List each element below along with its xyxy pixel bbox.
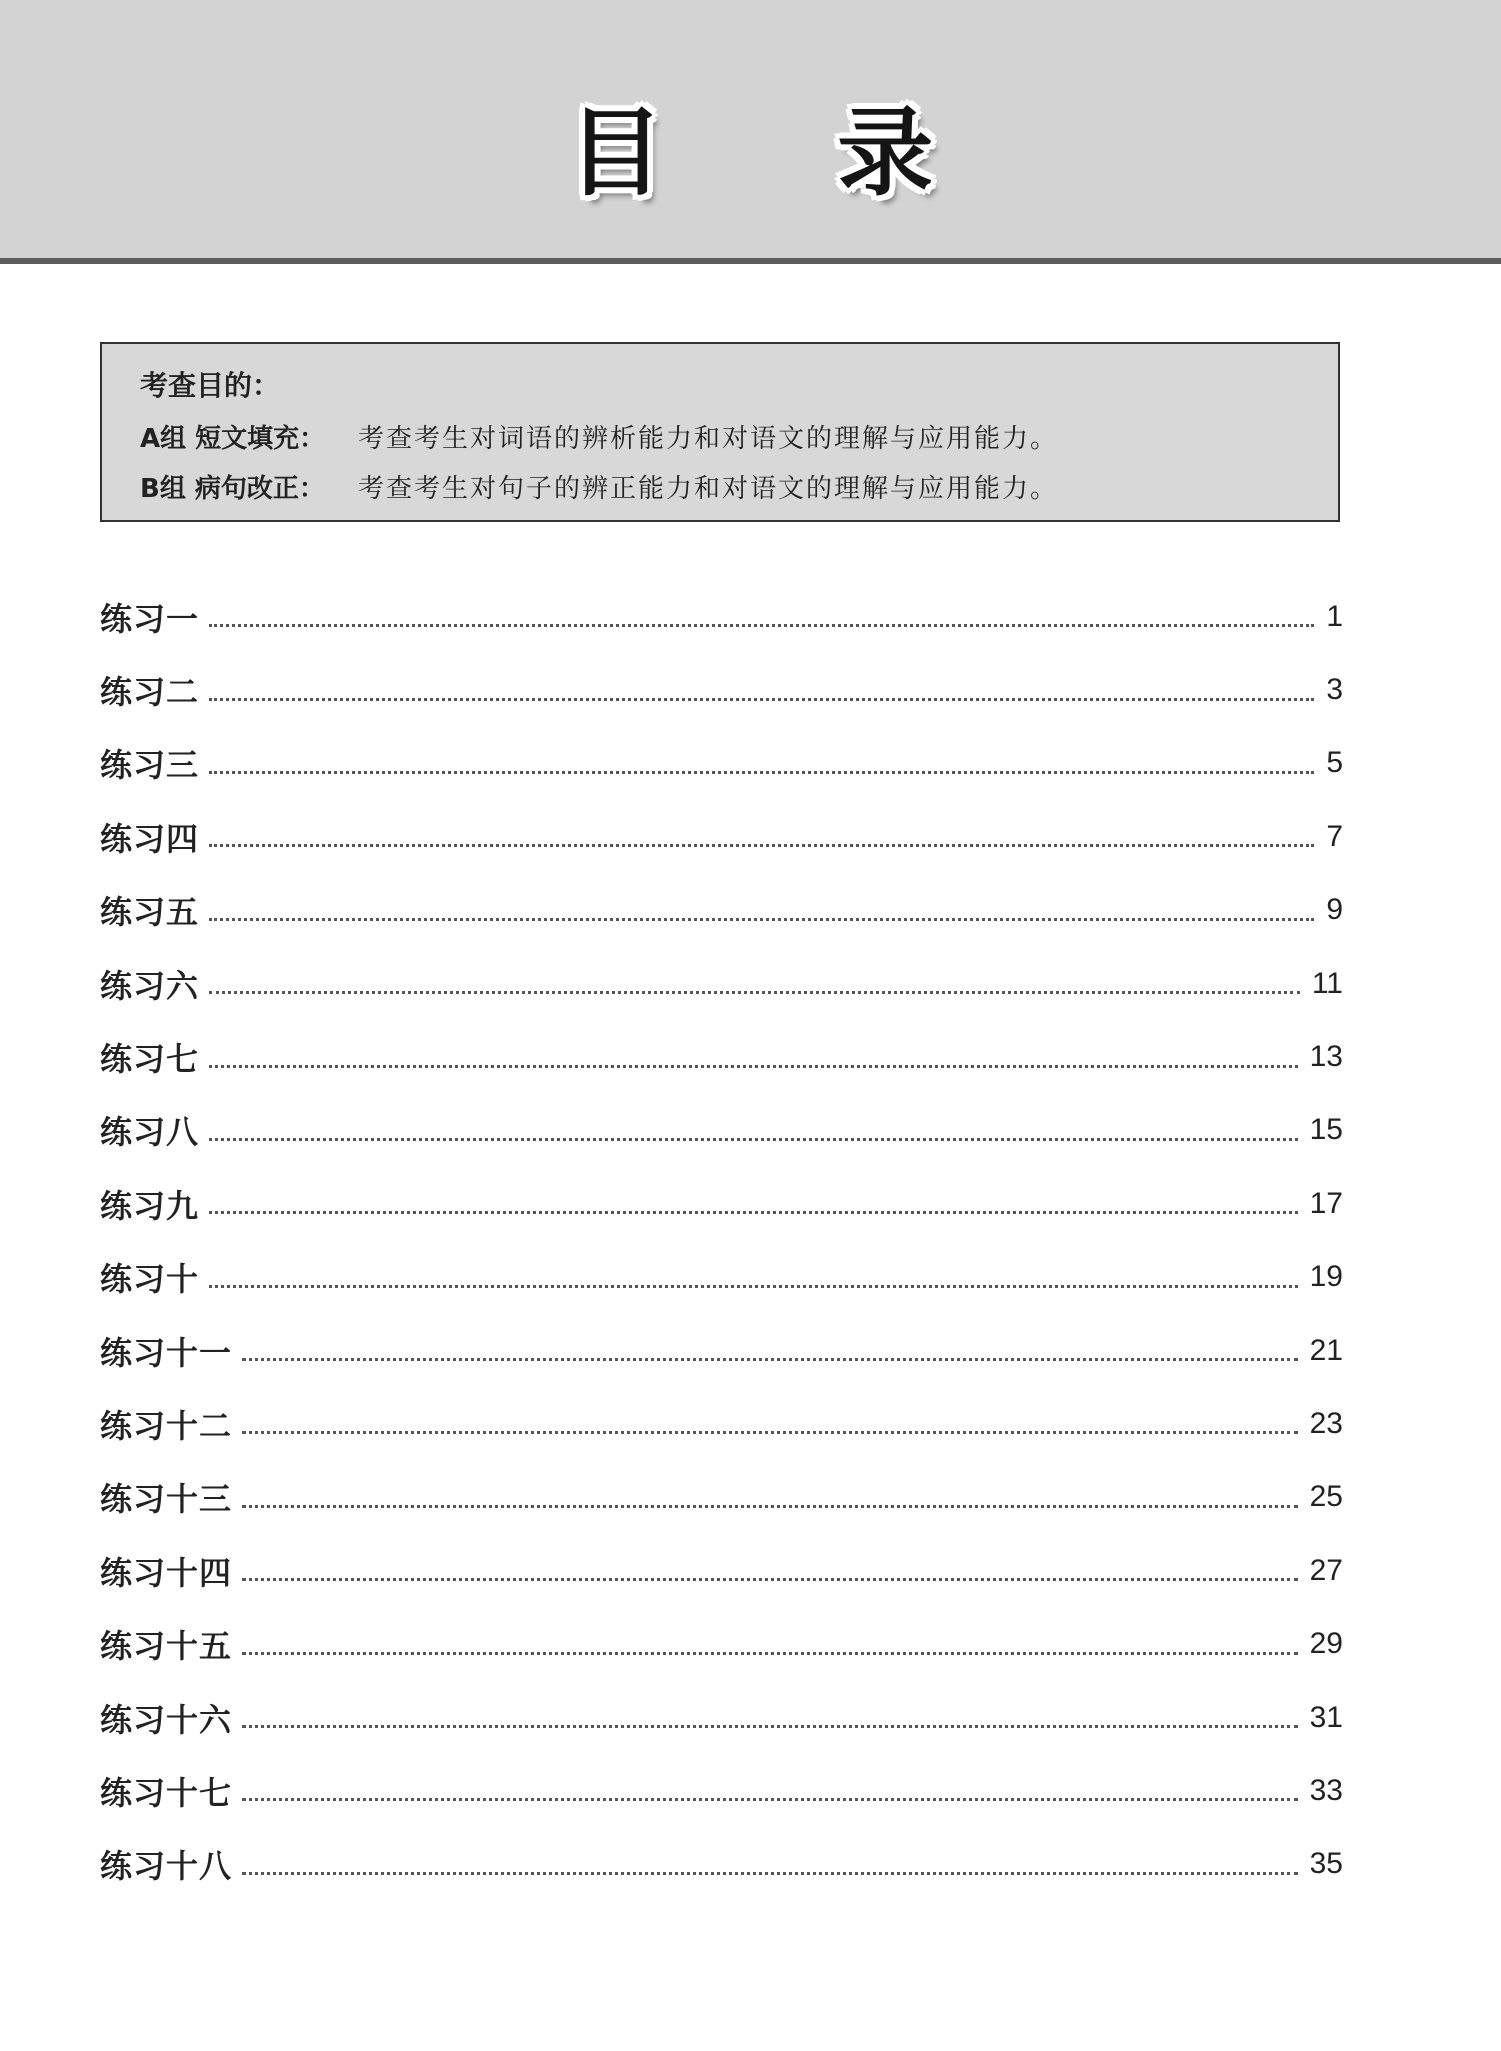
toc-entry-page: 17: [1309, 1186, 1343, 1220]
toc-entry-page: 23: [1309, 1406, 1343, 1440]
toc-entry-label: 练习十: [100, 1260, 200, 1299]
toc-entry[interactable]: [100, 800, 1343, 873]
toc-entry-label: 练习十二: [100, 1406, 233, 1445]
toc-entry-page: 15: [1309, 1113, 1343, 1147]
toc-leader-dots: [209, 1285, 1298, 1288]
toc-leader-dots: [209, 624, 1314, 627]
toc-leader-dots: [242, 1578, 1298, 1581]
toc-entry[interactable]: [100, 1094, 1343, 1167]
toc-entry[interactable]: [100, 874, 1343, 947]
toc-entry-page: 7: [1326, 819, 1343, 853]
toc-entry[interactable]: [100, 653, 1343, 726]
toc-entry[interactable]: [100, 1607, 1343, 1680]
toc-entry-page: 11: [1311, 966, 1343, 1000]
toc-leader-dots: [209, 1065, 1298, 1068]
toc-leader-dots: [209, 844, 1314, 847]
toc-leader-dots: [242, 1798, 1298, 1801]
toc-entry-label: 练习一: [100, 599, 200, 638]
toc-entry-page: 31: [1309, 1700, 1343, 1734]
toc-entry-page: 29: [1309, 1627, 1343, 1661]
toc-entry[interactable]: [100, 1681, 1343, 1754]
toc-entry-page: 21: [1309, 1333, 1343, 1367]
toc-entry[interactable]: [100, 580, 1343, 653]
toc-entry-page: 19: [1309, 1260, 1343, 1294]
toc-entry[interactable]: [100, 1314, 1343, 1387]
toc-leader-dots: [209, 771, 1314, 774]
toc-entry-page: 5: [1326, 746, 1343, 780]
toc-leader-dots: [209, 991, 1300, 994]
toc-leader-dots: [209, 1211, 1298, 1214]
toc-leader-dots: [242, 1431, 1298, 1434]
toc-entry[interactable]: [100, 1387, 1343, 1460]
toc-entry[interactable]: [100, 1167, 1343, 1240]
toc-entry-label: 练习十三: [100, 1480, 233, 1519]
toc-entry[interactable]: [100, 1754, 1343, 1827]
toc-leader-dots: [242, 1872, 1298, 1875]
toc-leader-dots: [242, 1652, 1298, 1655]
toc-entry-label: 练习七: [100, 1040, 200, 1079]
group-a-description: 考查考生对词语的辨析能力和对语文的理解与应用能力。: [358, 424, 1059, 454]
toc-entry-label: 练习十六: [100, 1700, 233, 1739]
toc-entry[interactable]: [100, 727, 1343, 800]
toc-entry-page: 35: [1309, 1847, 1343, 1881]
toc-entry-page: 27: [1309, 1553, 1343, 1587]
toc-entry[interactable]: [100, 1241, 1343, 1314]
toc-entry-label: 练习五: [100, 893, 200, 932]
purpose-box: [100, 342, 1340, 522]
toc-entry-page: 1: [1326, 599, 1343, 633]
toc-leader-dots: [209, 918, 1314, 921]
toc-leader-dots: [209, 698, 1314, 701]
toc-entry-label: 练习六: [100, 966, 200, 1005]
toc-leader-dots: [209, 1138, 1298, 1141]
toc-entry[interactable]: [100, 1020, 1343, 1093]
toc-entry[interactable]: [100, 1534, 1343, 1607]
toc-entry[interactable]: [100, 1828, 1343, 1901]
toc-entry-page: 9: [1326, 893, 1343, 927]
toc-leader-dots: [242, 1358, 1298, 1361]
toc-leader-dots: [242, 1505, 1298, 1508]
group-b-label: B组 病句改正：: [140, 474, 325, 504]
toc-entry-label: 练习八: [100, 1113, 200, 1152]
toc-entry-page: 3: [1326, 673, 1343, 707]
purpose-group-b: [140, 468, 1058, 505]
table-of-contents: [100, 580, 1343, 1901]
toc-entry[interactable]: [100, 1461, 1343, 1534]
toc-leader-dots: [242, 1725, 1298, 1728]
toc-entry[interactable]: [100, 947, 1343, 1020]
toc-entry-page: 13: [1309, 1040, 1343, 1074]
toc-entry-label: 练习十四: [100, 1553, 233, 1592]
toc-entry-label: 练习二: [100, 673, 200, 712]
toc-entry-label: 练习十一: [100, 1333, 233, 1372]
toc-entry-label: 练习十五: [100, 1627, 233, 1666]
page-title: 目 录: [567, 96, 1004, 209]
toc-entry-label: 练习三: [100, 746, 200, 785]
group-b-description: 考查考生对句子的辨正能力和对语文的理解与应用能力。: [358, 474, 1059, 504]
toc-entry-page: 25: [1309, 1480, 1343, 1514]
toc-entry-label: 练习四: [100, 819, 200, 858]
purpose-group-a: [140, 418, 1058, 455]
toc-entry-label: 练习十七: [100, 1773, 233, 1812]
group-a-label: A组 短文填充：: [140, 424, 326, 454]
purpose-heading: 考查目的：: [140, 369, 281, 402]
toc-entry-label: 练习十八: [100, 1847, 233, 1886]
header-band: [0, 0, 1501, 264]
toc-entry-label: 练习九: [100, 1186, 200, 1225]
toc-entry-page: 33: [1309, 1773, 1343, 1807]
